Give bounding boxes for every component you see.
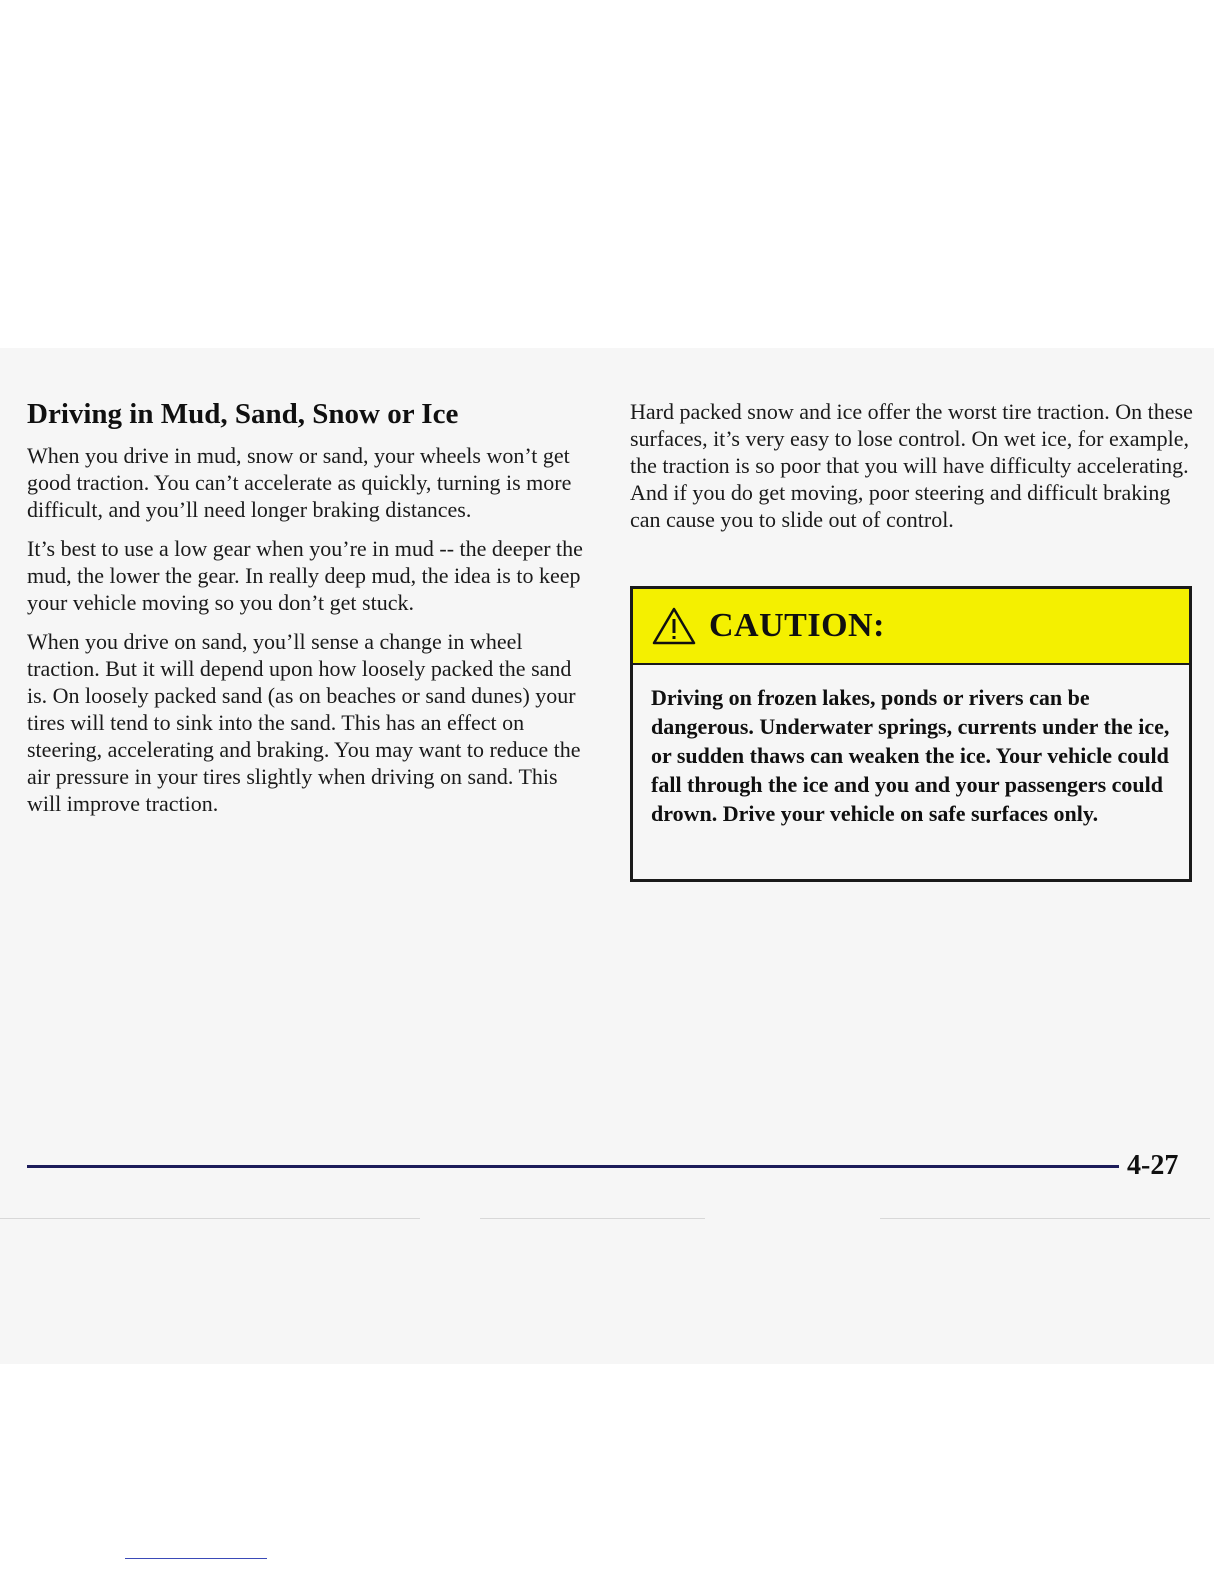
scan-artifact-line bbox=[0, 1218, 420, 1219]
right-column bbox=[630, 398, 1195, 545]
left-column bbox=[27, 394, 592, 829]
page-number: 4-27 bbox=[1127, 1150, 1179, 1181]
paragraph-sand-traction: When you drive on sand, you’ll sense a change in wheel traction. But it will depend upon how loosely packed the sand is. On loosely packed sand (as on beaches or sand dunes) your tires will tend to sink into the sand. This has an effect on steering, accelerating and braking. You may want to reduce the air pressure in your tires slightly when driving on sand. This will improve traction. bbox=[27, 629, 581, 816]
footer-rule bbox=[27, 1165, 1119, 1168]
scan-artifact-line bbox=[880, 1218, 1210, 1219]
scan-artifact-line bbox=[480, 1218, 705, 1219]
section-title: Driving in Mud, Sand, Snow or Ice bbox=[27, 398, 459, 430]
paragraph-snow-ice: Hard packed snow and ice offer the worst tire traction. On these surfaces, it’s very easy to lose control. On wet ice, for example, the traction is so poor that you will have difficulty accelerating. And if you do get moving, poor steering and difficult braking can cause you to slide out of control. bbox=[630, 399, 1193, 532]
bottom-link-rule bbox=[125, 1558, 267, 1559]
caution-box bbox=[630, 586, 1192, 882]
caution-text: Driving on frozen lakes, ponds or rivers can be dangerous. Underwater springs, currents under the ice, or sudden thaws can weaken the ice. Your vehicle could fall through the ice and you and your passengers could drown. Drive your vehicle on safe surfaces only. bbox=[651, 685, 1170, 826]
warning-triangle-icon bbox=[651, 606, 697, 646]
paragraph-low-gear: It’s best to use a low gear when you’re in mud -- the deeper the mud, the lower the gear. In really deep mud, the idea is to keep your vehicle moving so you don’t get stuck. bbox=[27, 536, 583, 615]
paragraph-mud-snow-sand: When you drive in mud, snow or sand, your wheels won’t get good traction. You can’t accelerate as quickly, turning is more difficult, and you’ll need longer braking distances. bbox=[27, 443, 572, 522]
caution-header bbox=[633, 589, 1189, 665]
caution-label: CAUTION: bbox=[709, 607, 885, 644]
